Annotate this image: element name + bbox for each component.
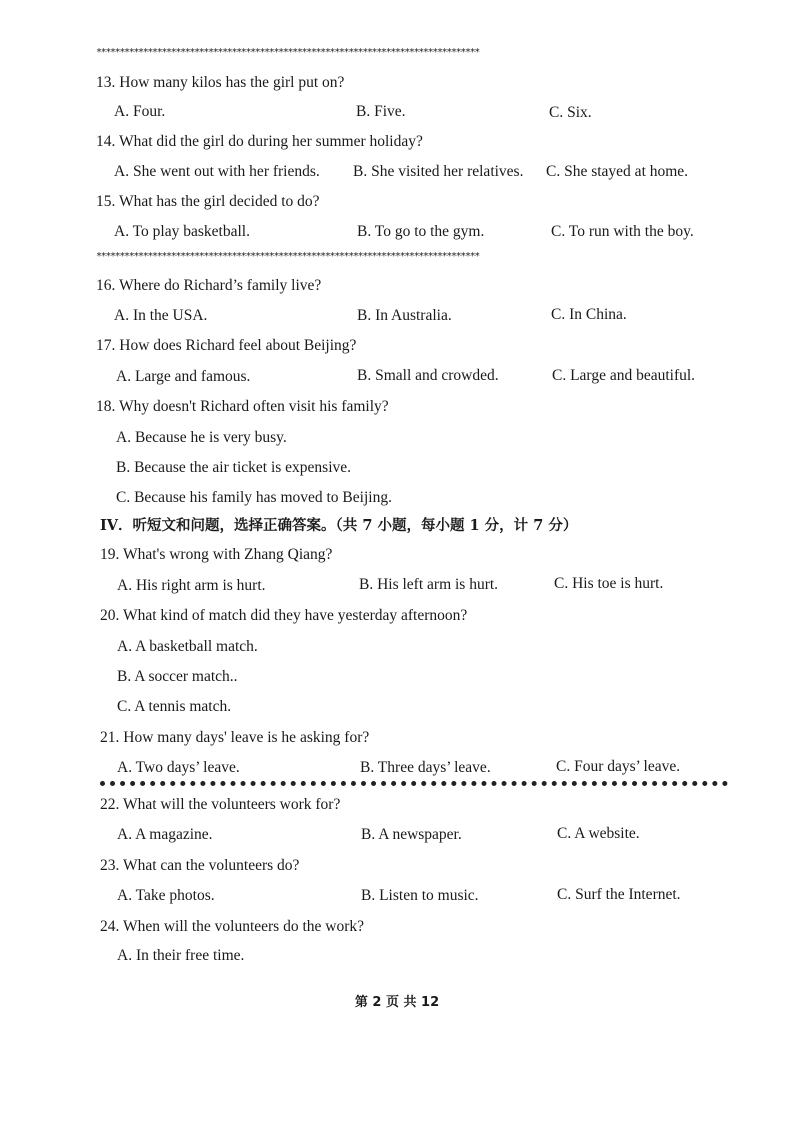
q18-option-b: B. Because the air ticket is expensive. [116, 459, 352, 476]
q21-option-a: A. Two days’ leave. [117, 759, 240, 776]
q13-option-a: A. Four. [114, 103, 166, 120]
question-24: 24. When will the volunteers do the work? [100, 918, 365, 935]
question-14: 14. What did the girl do during her summer holiday? [96, 133, 423, 150]
q24-option-a: A. In their free time. [117, 947, 245, 964]
q18-option-c: C. Because his family has moved to Beijing. [116, 489, 392, 506]
q16-option-a: A. In the USA. [114, 307, 208, 324]
q14-option-c: C. She stayed at home. [546, 163, 689, 180]
q23-option-c: C. Surf the Internet. [557, 886, 681, 903]
page-number: 第 2 页 共 12 [354, 995, 440, 1010]
q19-option-a: A. His right arm is hurt. [117, 577, 266, 594]
q20-option-c: C. A tennis match. [117, 698, 232, 715]
q15-option-a: A. To play basketball. [114, 223, 250, 240]
q21-option-b: B. Three days’ leave. [360, 759, 491, 776]
q17-option-b: B. Small and crowded. [357, 367, 499, 384]
q17-option-c: C. Large and beautiful. [552, 367, 696, 384]
q22-option-b: B. A newspaper. [361, 826, 462, 843]
q19-option-b: B. His left arm is hurt. [359, 576, 499, 593]
section-4-title: IV．听短文和问题，选择正确答案。（共 7 小题，每小题 1 分，计 7 分） [100, 517, 578, 534]
question-20: 20. What kind of match did they have yesterday afternoon? [100, 607, 468, 624]
q13-option-c: C. Six. [549, 104, 592, 121]
question-15: 15. What has the girl decided to do? [96, 193, 320, 210]
q14-option-b: B. She visited her relatives. [353, 163, 524, 180]
question-22: 22. What will the volunteers work for? [100, 796, 341, 813]
q23-option-b: B. Listen to music. [361, 887, 479, 904]
question-23: 23. What can the volunteers do? [100, 857, 300, 874]
q20-option-b: B. A soccer match.. [117, 668, 238, 685]
q16-option-b: B. In Australia. [357, 307, 452, 324]
question-16: 16. Where do Richard’s family live? [96, 277, 322, 294]
q21-option-c: C. Four days’ leave. [556, 758, 681, 775]
q22-option-a: A. A magazine. [117, 826, 213, 843]
star-divider-top: ********************************************************************************** [96, 48, 479, 58]
q13-option-b: B. Five. [356, 103, 406, 120]
q16-option-c: C. In China. [551, 306, 627, 323]
question-19: 19. What's wrong with Zhang Qiang? [100, 546, 333, 563]
q17-option-a: A. Large and famous. [116, 368, 251, 385]
q14-option-a: A. She went out with her friends. [114, 163, 320, 180]
q20-option-a: A. A basketball match. [117, 638, 258, 655]
question-17: 17. How does Richard feel about Beijing? [96, 337, 357, 354]
q22-option-c: C. A website. [557, 825, 640, 842]
q15-option-c: C. To run with the boy. [551, 223, 694, 240]
question-13: 13. How many kilos has the girl put on? [96, 74, 345, 91]
question-21: 21. How many days' leave is he asking for? [100, 729, 370, 746]
star-divider-middle: ********************************************************************************** [96, 252, 479, 262]
q15-option-b: B. To go to the gym. [357, 223, 485, 240]
q23-option-a: A. Take photos. [117, 887, 215, 904]
question-18: 18. Why doesn't Richard often visit his family? [96, 398, 389, 415]
dotted-divider [100, 781, 728, 792]
q18-option-a: A. Because he is very busy. [116, 429, 287, 446]
q19-option-c: C. His toe is hurt. [554, 575, 664, 592]
